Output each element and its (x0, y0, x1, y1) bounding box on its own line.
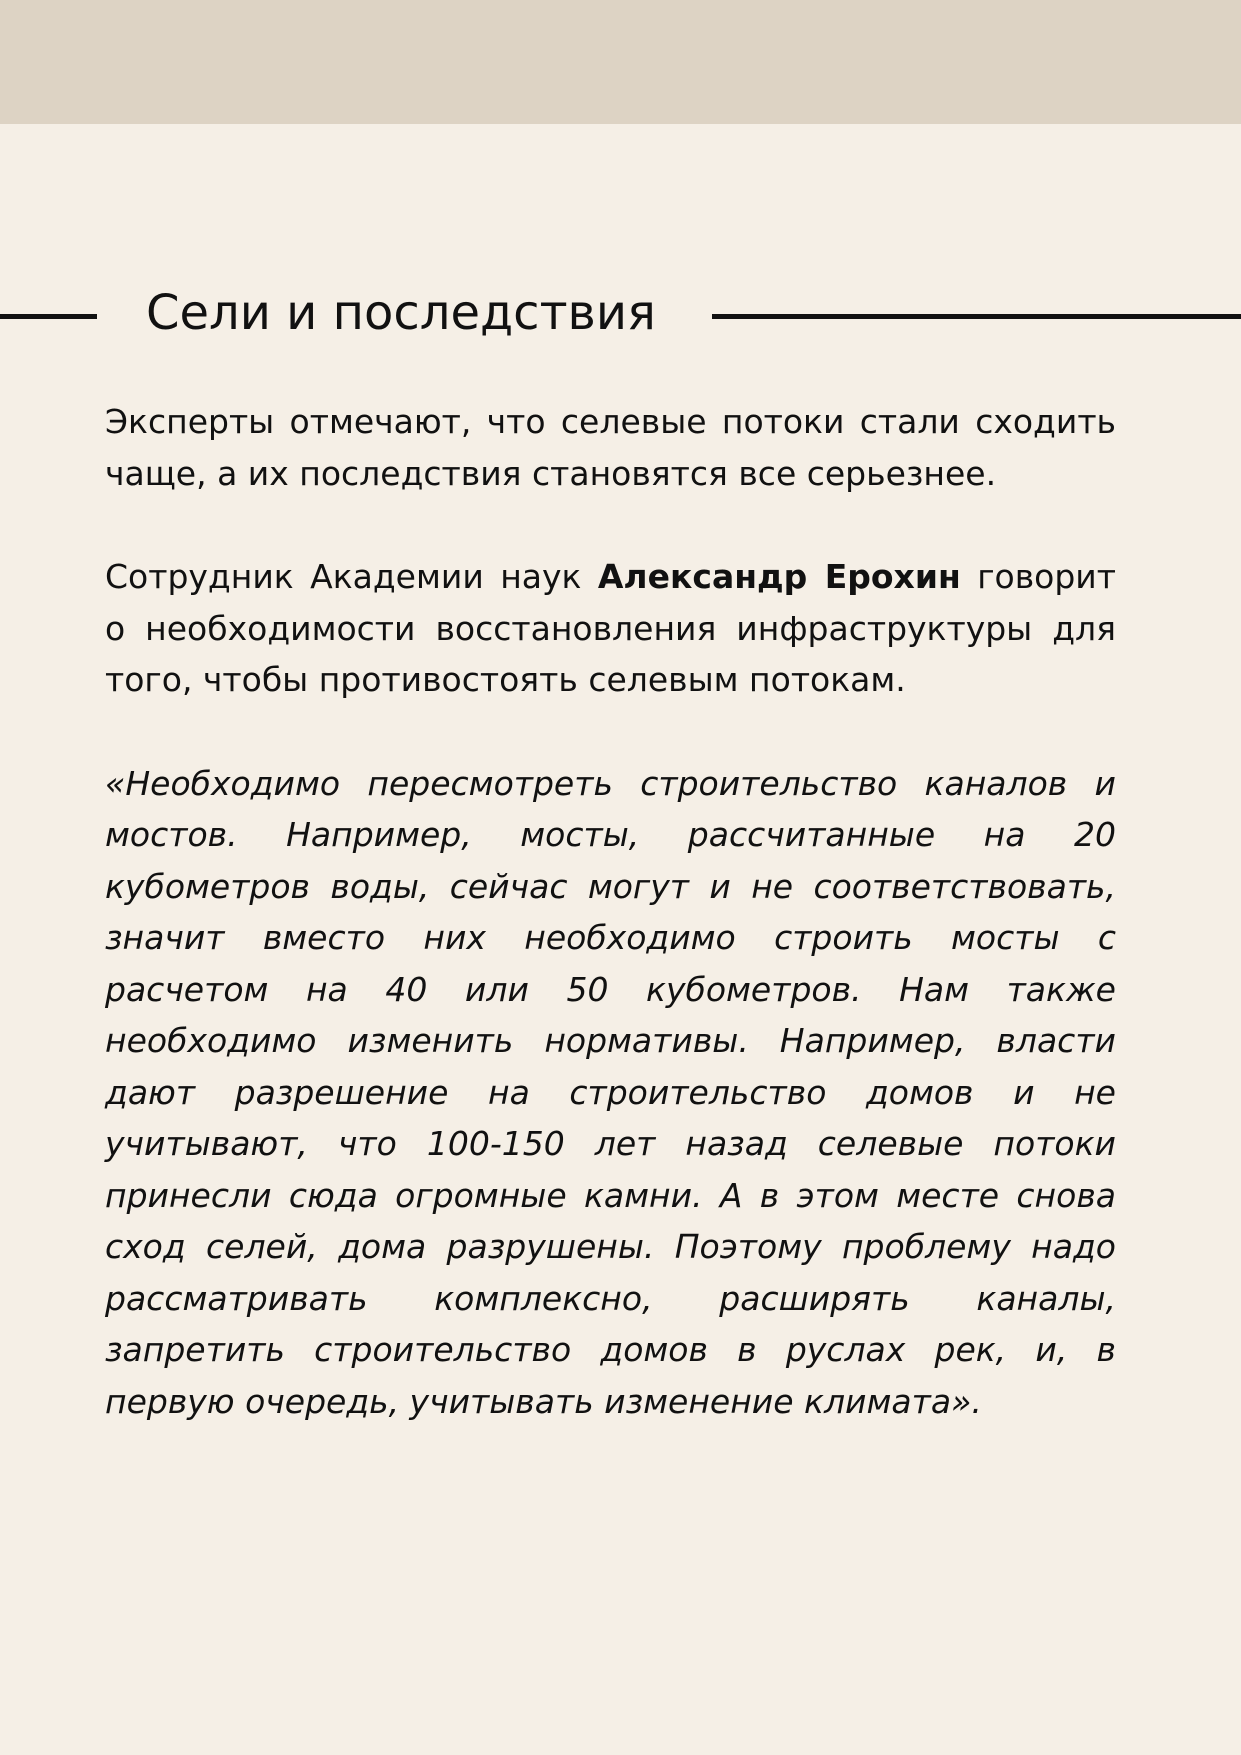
article-body (105, 396, 1116, 1479)
paragraph-continuation-text: говорит о необходимости восстановления инфраструктуры для того, чтобы противостоять селевым потокам. (105, 557, 1116, 699)
top-decorative-band (0, 0, 1241, 124)
expert-quote: «Необходимо пересмотреть строительство каналов и мостов. Например, мосты, рассчитанные на 20 кубометров воды, сейчас могут и не соответствовать, значит вместо них необходимо строить мосты с расчетом на 40 или 50 кубометров. Нам также необходимо изменить нормативы. Например, власти дают разрешение на строительство домов и не учитывают, что 100-150 лет назад селевые потоки принесли сюда огромные камни. А в этом месте снова сход селей, дома разрушены. Поэтому проблему надо рассматривать комплексно, расширять каналы, запретить строительство домов в руслах рек, и, в первую очередь, учитывать изменение климата». (105, 763, 1116, 1421)
section-heading-row (0, 280, 1241, 352)
expert-name: Александр Ерохин (597, 557, 961, 596)
paragraph-intro-text: Сотрудник Академии наук (105, 557, 598, 596)
heading-rule-right (712, 314, 1241, 319)
section-title: Сели и последствия (146, 285, 656, 341)
heading-rule-left (0, 314, 97, 319)
paragraph-experts: Эксперты отмечают, что селевые потоки стали сходить чаще, а их последствия становятся все серьезнее. (105, 402, 1116, 493)
paragraph-academy-staff (105, 551, 1116, 706)
